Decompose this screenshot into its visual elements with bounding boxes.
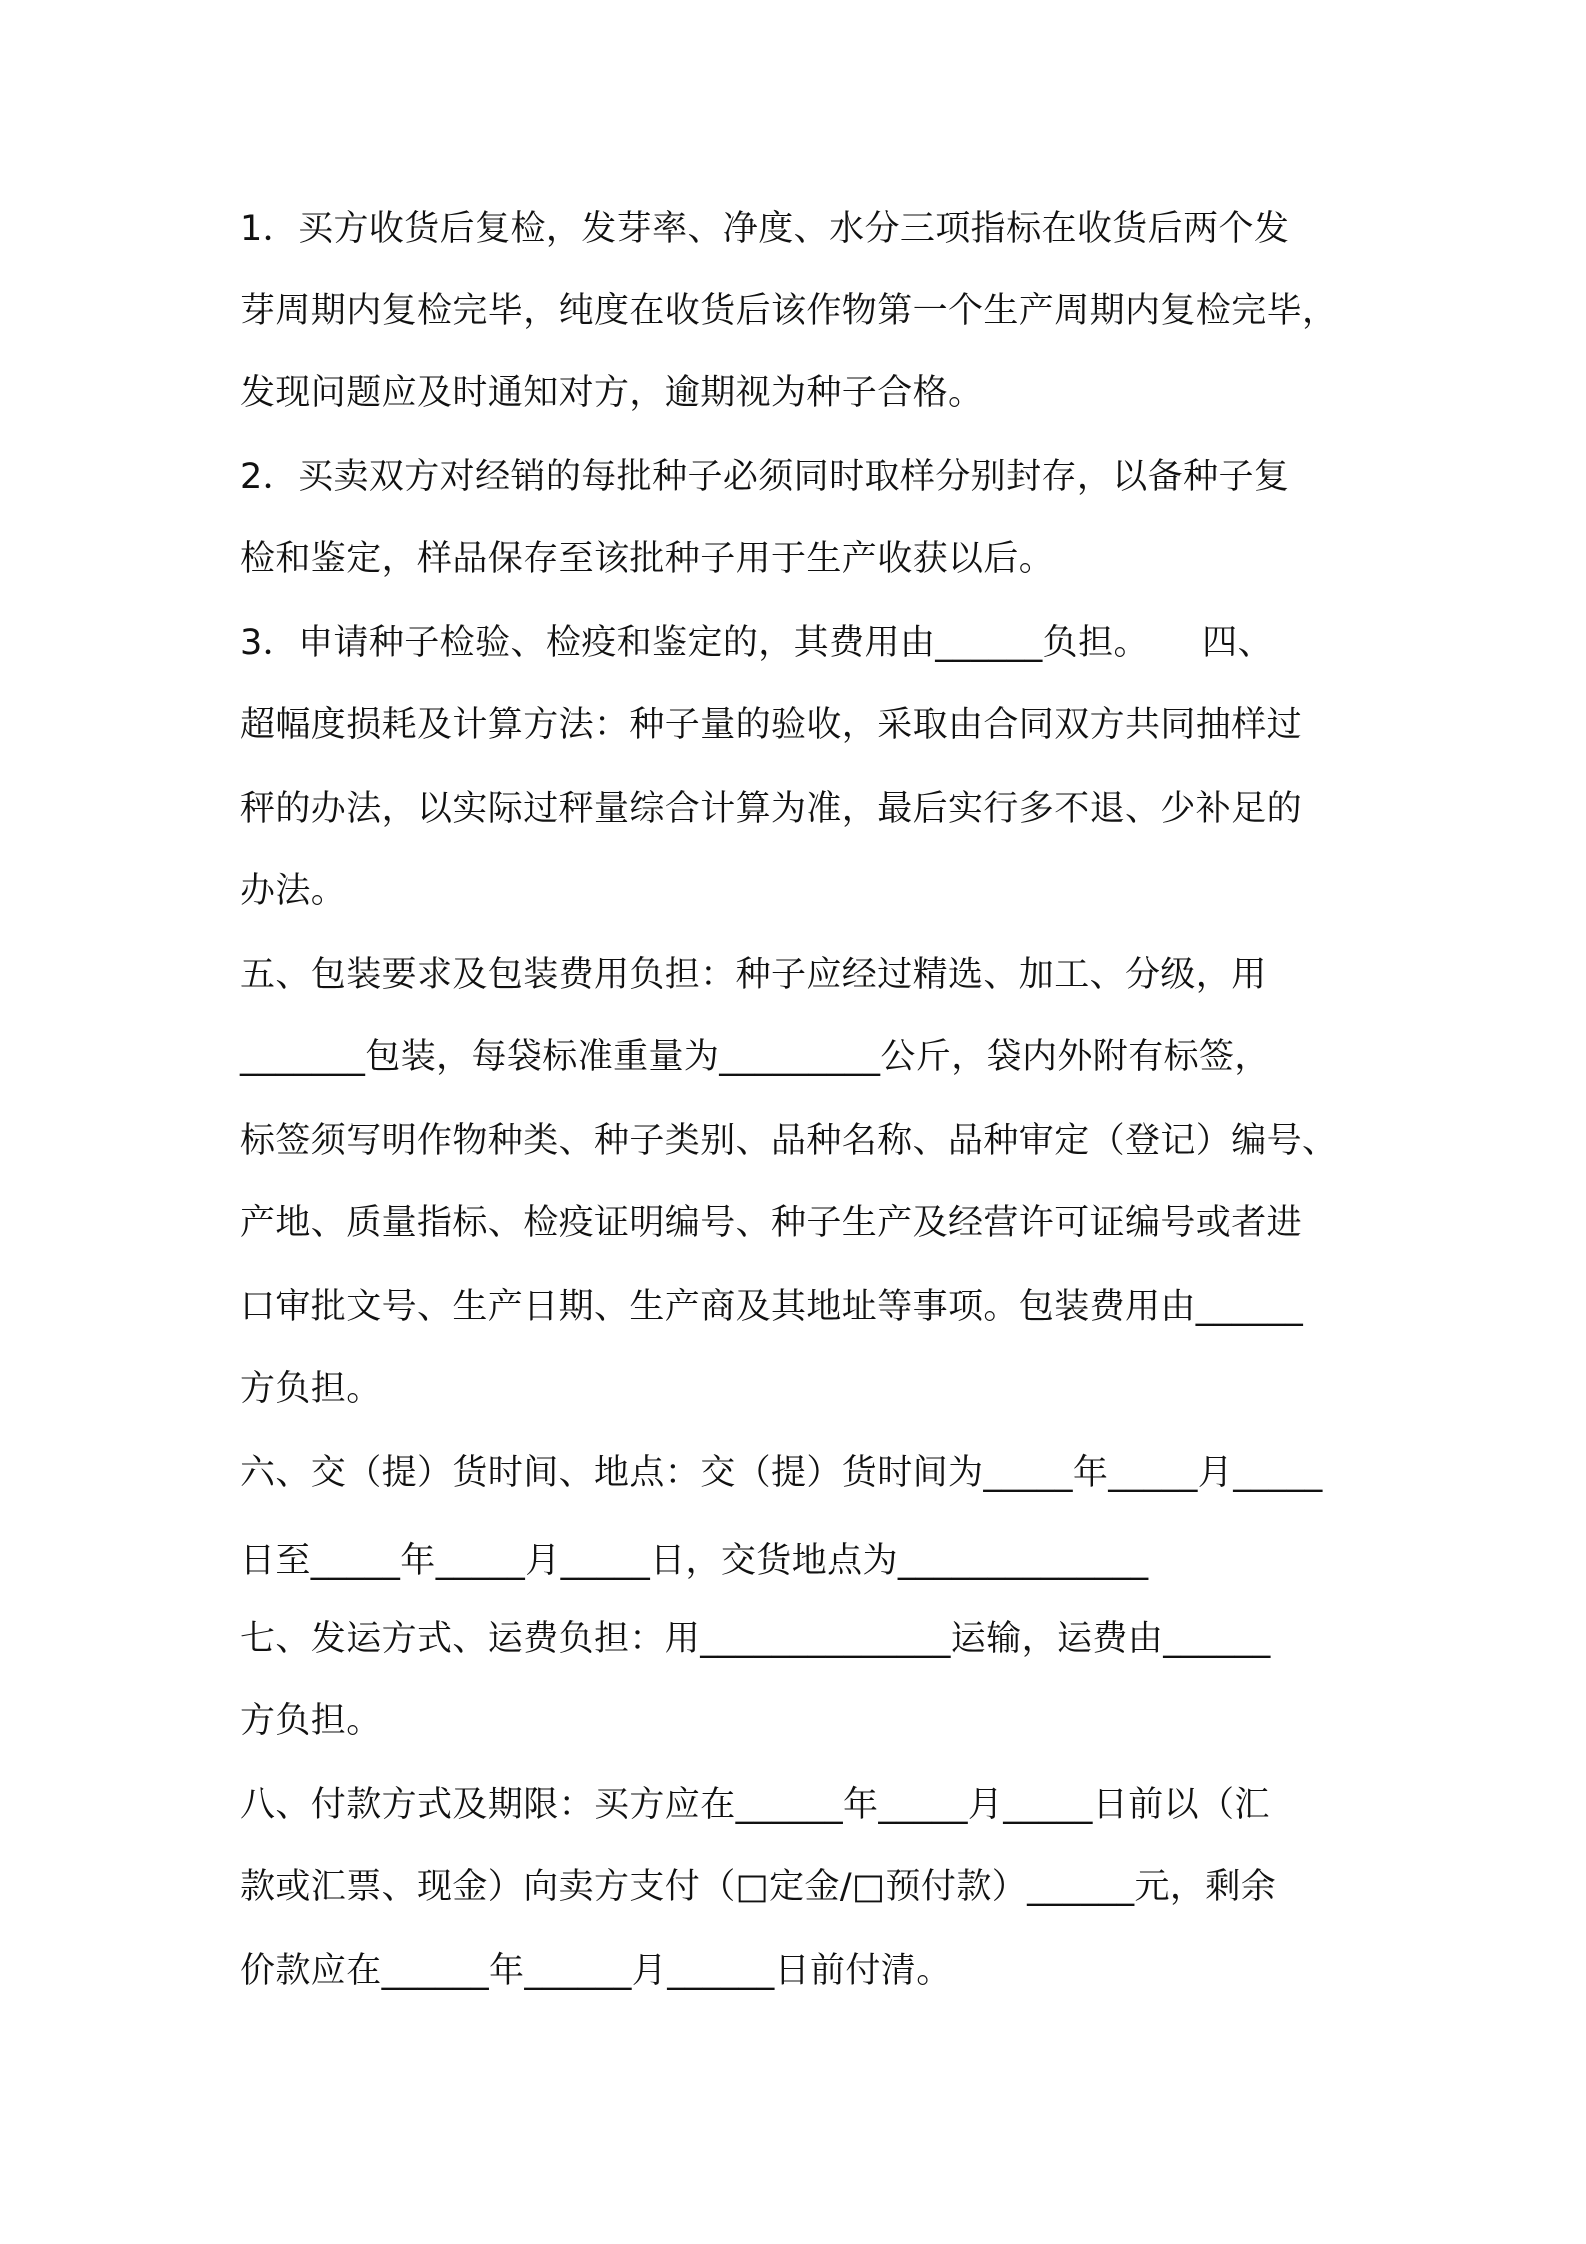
text-line: 标签须写明作物种类、种子类别、品种名称、品种审定（登记）编号、	[240, 1121, 1338, 1161]
text-line: 六、交（提）货时间、地点：交（提）货时间为_____年_____月_____	[240, 1453, 1323, 1493]
text-line: 产地、质量指标、检疫证明编号、种子生产及经营许可证编号或者进	[240, 1203, 1303, 1243]
text-line: 秤的办法，以实际过秤量综合计算为准，最后实行多不退、少补足的	[240, 789, 1303, 829]
text-line: 五、包装要求及包装费用负担：种子应经过精选、加工、分级，用	[240, 955, 1267, 995]
text-line: 芽周期内复检完毕，纯度在收货后该作物第一个生产周期内复检完毕，	[240, 291, 1338, 331]
text-line: 办法。	[240, 871, 347, 911]
text-line: 1．买方收货后复检，发芽率、净度、水分三项指标在收货后两个发	[240, 209, 1290, 249]
text-line: 价款应在______年______月______日前付清。	[240, 1951, 952, 1991]
text-line: 发现问题应及时通知对方，逾期视为种子合格。	[240, 373, 984, 413]
text-line: 2．买卖双方对经销的每批种子必须同时取样分别封存，以备种子复	[240, 457, 1290, 497]
text-line: 3．申请种子检验、检疫和鉴定的，其费用由______负担。 四、	[240, 623, 1273, 663]
text-line: 款或汇票、现金）向卖方支付（□定金/□预付款）______元，剩余	[240, 1867, 1277, 1907]
text-line: 口审批文号、生产日期、生产商及其地址等事项。包装费用由______	[240, 1287, 1304, 1327]
text-line: 方负担。	[240, 1369, 382, 1409]
text-line: 日至_____年_____月_____日，交货地点为______________	[240, 1541, 1149, 1581]
text-line: _______包装，每袋标准重量为_________公斤，袋内外附有标签，	[240, 1037, 1270, 1077]
text-line: 检和鉴定，样品保存至该批种子用于生产收获以后。	[240, 539, 1055, 579]
text-line: 超幅度损耗及计算方法：种子量的验收，采取由合同双方共同抽样过	[240, 705, 1303, 745]
text-line: 八、付款方式及期限：买方应在______年_____月_____日前以（汇	[240, 1785, 1270, 1825]
text-line: 方负担。	[240, 1701, 382, 1741]
text-line: 七、发运方式、运费负担：用______________运输，运费由______	[240, 1619, 1271, 1659]
